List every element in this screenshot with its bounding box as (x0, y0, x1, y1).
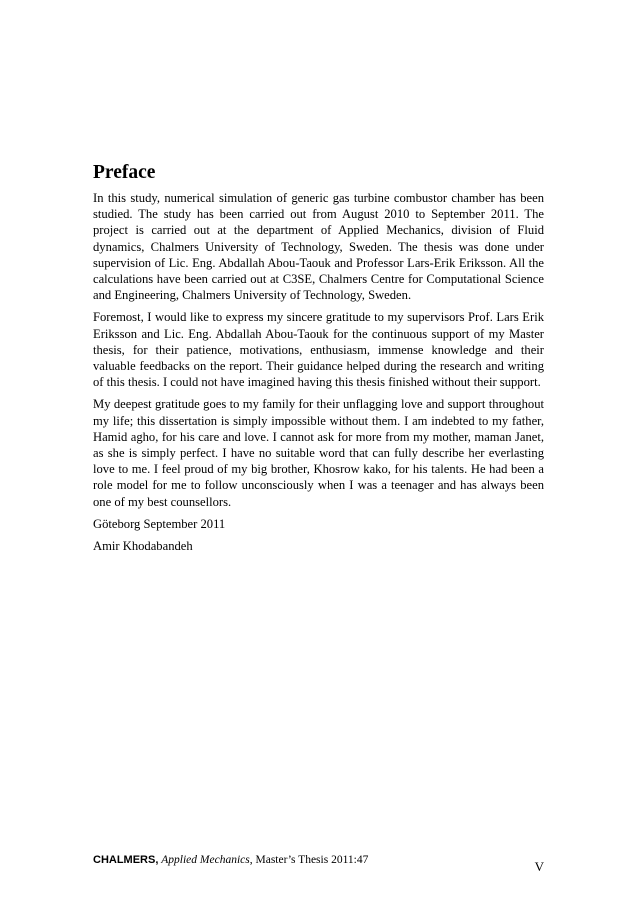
preface-heading: Preface (93, 162, 156, 183)
paragraph-study-overview: In this study, numerical simulation of generic gas turbine combustor chamber has been studied. The study has been carried out from August 2010 to September 2011. The project is carried out at the department of Applied Mechanics, division of Fluid dynamics, Chalmers University of Technology, Sweden. The thesis was done under supervision of Lic. Eng. Abdallah Abou-Taouk and Professor Lars-Erik Eriksson. All the calculations have been carried out at C3SE, Chalmers Centre for Computational Science and Engineering, Chalmers University of Technology, Sweden. (93, 191, 544, 303)
footer-citation (93, 853, 368, 867)
paragraph-family-thanks: My deepest gratitude goes to my family for their unflagging love and support throughout my life; this dissertation is simply impossible without them. I am indebted to my father, Hamid agho, for his care and love. I cannot ask for more from my mother, maman Janet, as she is simply perfect. I have no suitable word that can fully describe her everlasting love to me. I feel proud of my big brother, Khosrow kako, for his talents. He had been a role model for me to follow unconsciously when I was a teenager and has always been one of my best counsellors. (93, 397, 544, 509)
place-date: Göteborg September 2011 (93, 516, 226, 531)
preface-section (93, 162, 544, 560)
footer-department: Applied Mechanics (161, 854, 250, 866)
paragraph-supervisor-thanks: Foremost, I would like to express my sincere gratitude to my supervisors Prof. Lars Erik Eriksson and Lic. Eng. Abdallah Abou-Taouk for the continuous support of my Master thesis, for their patience, motivations, enthusiasm, immense knowledge and their valuable feedbacks on the report. Their guidance helped during the research and writing of this thesis. I could not have imagined having this thesis finished without their support. (93, 310, 544, 390)
footer-thesis-ref: , Master’s Thesis 2011:47 (249, 854, 369, 866)
page-footer (93, 853, 544, 873)
footer-organization: CHALMERS, (93, 854, 159, 866)
author-name: Amir Khodabandeh (93, 539, 193, 554)
page-number: V (534, 859, 544, 874)
